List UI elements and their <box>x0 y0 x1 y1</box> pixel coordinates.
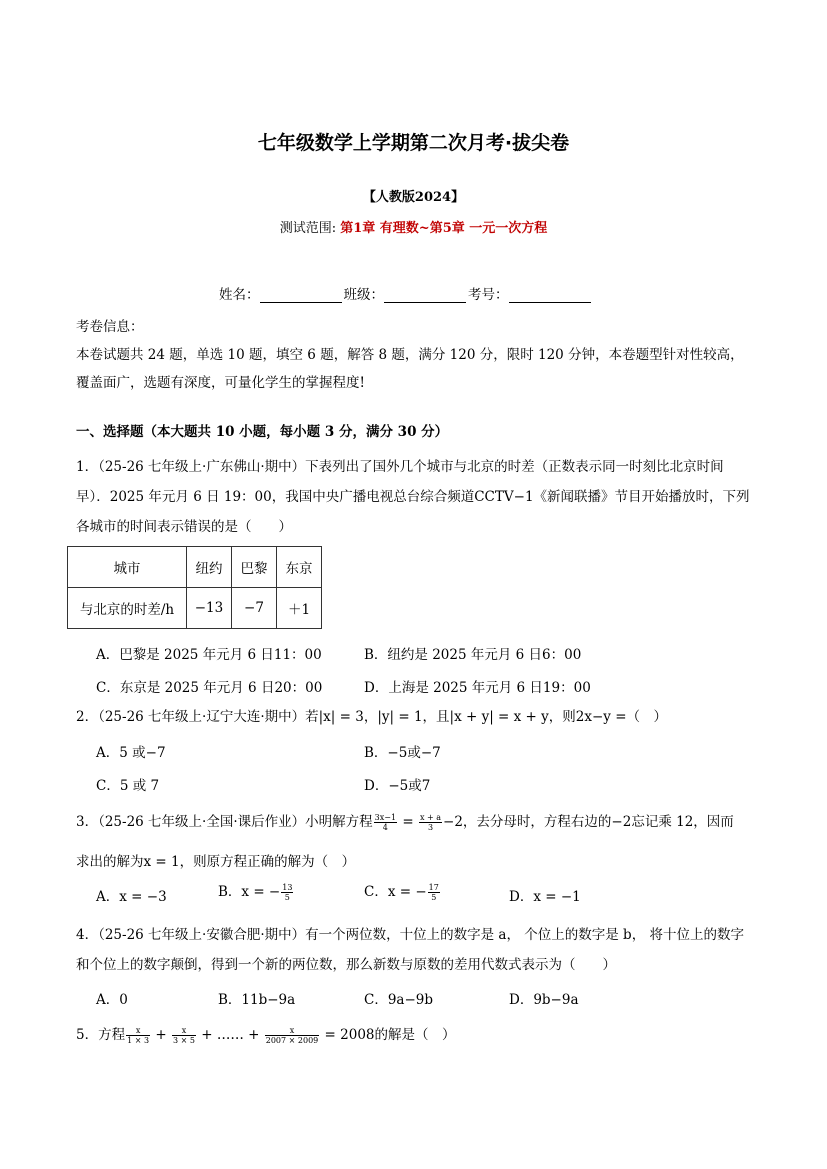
table-header-cell: 东京 <box>277 547 322 588</box>
q5-suffix: = 2008的解是（ ） <box>320 1027 456 1043</box>
id-blank[interactable] <box>509 288 591 303</box>
table-cell: −7 <box>232 588 277 629</box>
class-label: 班级： <box>343 287 384 303</box>
q2-option-a[interactable]: A．5 或−7 <box>96 745 166 761</box>
q1-option-c[interactable]: C．东京是 2025 年元月 6 日20：00 <box>96 680 323 696</box>
document-title: 七年级数学上学期第二次月考·拔尖卷 <box>257 132 570 154</box>
fraction-numerator: x <box>265 1026 320 1036</box>
table-header-cell: 纽约 <box>187 547 232 588</box>
info-heading: 考卷信息： <box>76 319 144 335</box>
fraction-denominator: 1 × 3 <box>127 1036 150 1045</box>
fraction-denominator: 3 × 5 <box>172 1036 195 1045</box>
q4-option-c[interactable]: C．9a−9b <box>364 992 434 1008</box>
q5-fraction-3 <box>265 1026 320 1045</box>
scope-label: 测试范围: <box>279 221 341 236</box>
table-cell: ＋1 <box>277 588 322 629</box>
q3-fraction-left <box>374 813 397 832</box>
q3-suffix: −2，去分母时，方程右边的−2忘记乘 12，因而 <box>443 814 734 830</box>
q5-mid: + …… + <box>196 1027 264 1043</box>
q3-option-c[interactable] <box>364 880 441 902</box>
q5-fraction-1 <box>126 1026 150 1045</box>
question-2: 2．（25-26 七年级上·辽宁大连·期中）若|x| = 3，|y| = 1，且|x + y| = x + y，则2x−y =（ ） <box>76 709 668 725</box>
fraction-numerator: x <box>126 1026 150 1036</box>
q4-option-a[interactable]: A．0 <box>96 992 128 1008</box>
q3-option-a[interactable]: A．x = −3 <box>96 889 167 905</box>
fraction-denominator: 3 <box>427 823 434 832</box>
table-cell: −13 <box>187 588 232 629</box>
q3-option-b-fraction <box>281 883 293 902</box>
fraction-numerator: x + a <box>419 813 442 822</box>
fraction-denominator: 5 <box>431 893 437 902</box>
question-3 <box>76 810 734 832</box>
edition-label: 【人教版2024】 <box>362 190 465 205</box>
fraction-denominator: 4 <box>382 823 388 832</box>
name-blank[interactable] <box>260 288 342 303</box>
q1-option-d[interactable]: D．上海是 2025 年元月 6 日19：00 <box>364 680 591 696</box>
student-fields <box>219 283 593 303</box>
fraction-numerator: 3x−1 <box>374 813 397 822</box>
q1-option-a[interactable]: A．巴黎是 2025 年元月 6 日11：00 <box>96 647 322 663</box>
fraction-numerator: 17 <box>428 883 439 892</box>
q5-fraction-2 <box>172 1026 196 1045</box>
scope-value: 第1章 有理数~第5章 一元一次方程 <box>340 221 548 236</box>
table-header-cell: 巴黎 <box>232 547 277 588</box>
q3-option-b[interactable] <box>218 880 294 902</box>
q4-option-b[interactable]: B．11b−9a <box>218 992 296 1008</box>
fraction-denominator: 5 <box>284 893 290 902</box>
table-row <box>68 547 322 588</box>
table-row-label: 与北京的时差/h <box>68 588 187 629</box>
timezone-table <box>67 546 322 629</box>
question-1: 1．（25-26 七年级上·广东佛山·期中）下表列出了国外几个城市与北京的时差（正数表示同一时刻比北京时间早）．2025 年元月 6 日 19：00，我国中央广播电视总台综合频道CCTV−1《新闻联播》节目开始播放时，下列各城市的时间表示错误的是（ ） <box>76 459 750 535</box>
name-label: 姓名： <box>219 287 260 303</box>
q3-option-d[interactable]: D．x = −1 <box>509 889 581 905</box>
q3-equals: = <box>398 814 418 830</box>
q2-option-d[interactable]: D．−5或7 <box>364 778 431 794</box>
q5-plus: + <box>151 1027 171 1043</box>
question-3-line2: 求出的解为x = 1，则原方程正确的解为（ ） <box>76 854 356 870</box>
fraction-numerator: x <box>172 1026 196 1036</box>
q2-option-c[interactable]: C．5 或 7 <box>96 778 160 794</box>
table-row <box>68 588 322 629</box>
class-blank[interactable] <box>384 288 466 303</box>
id-label: 考号： <box>468 287 509 303</box>
question-5 <box>76 1023 456 1045</box>
q3-option-c-fraction <box>428 883 440 902</box>
q4-option-d[interactable]: D．9b−9a <box>509 992 579 1008</box>
q2-option-b[interactable]: B．−5或−7 <box>364 745 441 761</box>
q5-prefix: 5．方程 <box>76 1027 126 1043</box>
q1-option-b[interactable]: B．纽约是 2025 年元月 6 日6：00 <box>364 647 582 663</box>
info-text: 本卷试题共 24 题，单选 10 题，填空 6 题，解答 8 题，满分 120 分，限时 120 分钟，本卷题型针对性较高，覆盖面广，选题有深度，可量化学生的掌握程度! <box>76 347 744 391</box>
table-header-cell: 城市 <box>68 547 187 588</box>
q3-prefix: 3．（25-26 七年级上·全国·课后作业）小明解方程 <box>76 814 373 830</box>
section-heading: 一、选择题（本大题共 10 小题，每小题 3 分，满分 30 分） <box>76 424 449 440</box>
question-4: 4．（25-26 七年级上·安徽合肥·期中）有一个两位数，十位上的数字是 a， 个位上的数字是 b， 将十位上的数字和个位上的数字颠倒，得到一个新的两位数，那么新数与原数的差用代数式表示为（ ） <box>76 927 744 973</box>
fraction-numerator: 13 <box>282 883 293 892</box>
q3-fraction-right <box>419 813 442 832</box>
q3-option-b-prefix: B．x = − <box>218 884 281 900</box>
test-scope <box>0 217 827 236</box>
q3-option-c-prefix: C．x = − <box>364 884 427 900</box>
fraction-denominator: 2007 × 2009 <box>265 1036 319 1045</box>
